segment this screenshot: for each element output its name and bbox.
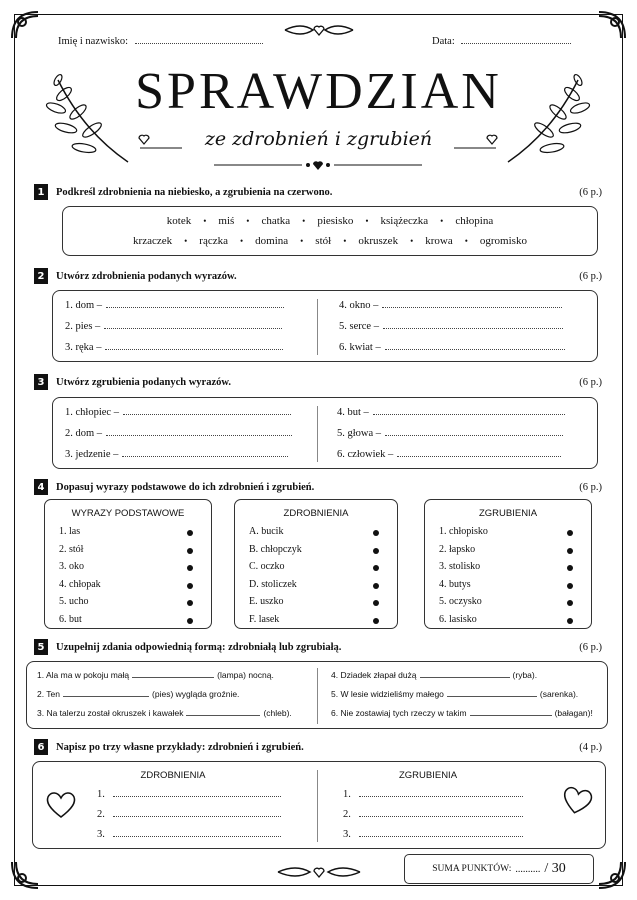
match-item: D. stoliczek <box>249 578 297 590</box>
answer-item[interactable] <box>337 428 563 439</box>
section-6-box <box>32 761 606 849</box>
item-label: 6. człowiek – <box>337 449 394 460</box>
word-item[interactable]: piesisko <box>317 215 354 227</box>
match-dot[interactable] <box>567 548 573 554</box>
section-number: 5 <box>34 639 48 655</box>
section-instruction: Dopasuj wyrazy podstawowe do ich zdrobnień i zgrubień. <box>56 481 315 493</box>
diminutives-box <box>234 499 398 629</box>
column-title: ZDROBNIENIA <box>283 508 349 519</box>
name-line[interactable] <box>135 36 263 44</box>
answer-line[interactable] <box>385 428 563 436</box>
example-item[interactable]: 1. <box>343 789 523 800</box>
name-label: Imię i nazwisko: <box>58 36 128 47</box>
corner-ornament-icon <box>595 8 629 42</box>
section-2-header <box>34 267 602 285</box>
answer-item[interactable] <box>65 428 292 439</box>
blank-line[interactable] <box>470 709 552 716</box>
column-title: WYRAZY PODSTAWOWE <box>71 508 185 519</box>
match-item: 4. butys <box>439 578 471 590</box>
answer-item[interactable] <box>65 321 282 332</box>
example-item[interactable]: 1. <box>97 789 281 800</box>
leaf-branch-icon <box>44 72 130 164</box>
match-dot[interactable] <box>567 618 573 624</box>
heart-icon <box>45 790 77 820</box>
section-points: (6 p.) <box>579 376 602 388</box>
word-row-1 <box>63 215 597 227</box>
answer-line[interactable] <box>105 342 283 350</box>
bullet-separator: • <box>343 236 347 246</box>
match-dot[interactable] <box>187 600 193 606</box>
answer-item[interactable] <box>65 342 283 353</box>
answer-line[interactable] <box>104 321 282 329</box>
section-1-header <box>34 183 602 201</box>
word-item[interactable]: krowa <box>425 235 453 247</box>
blank-line[interactable] <box>447 690 537 697</box>
item-label: 1. dom – <box>65 300 103 311</box>
match-item: C. oczko <box>249 561 285 572</box>
section-number: 2 <box>34 268 48 284</box>
bullet-separator: • <box>300 236 304 246</box>
item-label: 3. jedzenie – <box>65 449 119 460</box>
section-points: (4 p.) <box>579 741 602 753</box>
section-number: 4 <box>34 479 48 495</box>
match-item: 3. oko <box>59 561 84 572</box>
match-dot[interactable] <box>373 618 379 624</box>
answer-line[interactable] <box>123 407 291 415</box>
match-item: B. chłopczyk <box>249 543 302 555</box>
column-divider <box>317 299 318 355</box>
answer-line[interactable] <box>359 789 523 797</box>
augmentatives-box <box>424 499 592 629</box>
answer-line[interactable] <box>106 428 292 436</box>
match-item: 1. chłopisko <box>439 526 488 537</box>
section-instruction: Uzupełnij zdania odpowiednią formą: zdrobniałą lub zgrubiałą. <box>56 641 342 653</box>
answer-line[interactable] <box>383 321 563 329</box>
word-item[interactable]: rączka <box>199 235 228 247</box>
section-2-box <box>52 290 598 362</box>
name-field[interactable] <box>58 36 263 47</box>
section-points: (6 p.) <box>579 270 602 282</box>
item-label: 2. dom – <box>65 428 103 439</box>
bottom-ornament-icon <box>276 864 362 880</box>
match-dot[interactable] <box>187 530 193 536</box>
bullet-separator: • <box>440 216 444 226</box>
bullet-separator: • <box>302 216 306 226</box>
answer-line[interactable] <box>122 449 288 457</box>
answer-item[interactable] <box>65 407 291 418</box>
match-dot[interactable] <box>567 530 573 536</box>
top-ornament-icon <box>283 22 355 38</box>
answer-item[interactable] <box>339 321 563 332</box>
bullet-separator: • <box>239 236 244 246</box>
blank-line[interactable] <box>420 671 510 678</box>
match-item: F. lasek <box>249 613 280 625</box>
section-points: (6 p.) <box>579 186 602 198</box>
answer-item[interactable] <box>65 300 284 311</box>
section-3-box <box>52 397 598 469</box>
answer-line[interactable] <box>113 829 281 837</box>
answer-line[interactable] <box>113 809 281 817</box>
answer-line[interactable] <box>106 300 284 308</box>
match-dot[interactable] <box>373 548 379 554</box>
bullet-separator: • <box>246 216 250 226</box>
sum-total: / 30 <box>544 861 566 876</box>
section-number: 3 <box>34 374 48 390</box>
match-item: 2. łapsko <box>439 543 476 555</box>
section-points: (6 p.) <box>579 481 602 493</box>
word-item[interactable]: chatka <box>261 215 291 227</box>
word-item[interactable]: okruszek <box>358 235 399 247</box>
item-label: 5. serce – <box>339 321 379 332</box>
item-label: 4. but – <box>337 407 369 418</box>
example-item[interactable]: 3. <box>97 829 281 840</box>
section-points: (6 p.) <box>579 641 602 653</box>
match-item: 3. stolisko <box>439 561 481 572</box>
word-item[interactable]: kotek <box>166 215 192 227</box>
match-dot[interactable] <box>187 565 193 571</box>
match-item: 6. lasisko <box>439 613 477 625</box>
date-line[interactable] <box>461 36 571 44</box>
divider-heart-icon <box>214 158 422 172</box>
date-label: Data: <box>432 36 455 47</box>
date-field[interactable] <box>432 36 571 47</box>
answer-line[interactable] <box>382 300 562 308</box>
item-label: 3. ręka – <box>65 342 102 353</box>
corner-ornament-icon <box>8 8 42 42</box>
bullet-separator: • <box>365 216 369 226</box>
answer-line[interactable] <box>373 407 565 415</box>
match-dot[interactable] <box>373 530 379 536</box>
bullet-separator: • <box>410 236 414 246</box>
column-divider <box>317 770 318 842</box>
answer-item[interactable] <box>65 449 288 460</box>
sentence-item[interactable]: 1. Ala ma w pokoju małą (lampa) nocną. <box>37 670 274 680</box>
item-label: 2. pies – <box>65 321 101 332</box>
section-number: 6 <box>34 739 48 755</box>
match-dot[interactable] <box>187 548 193 554</box>
match-dot[interactable] <box>187 583 193 589</box>
answer-line[interactable] <box>359 809 523 817</box>
sentence-item[interactable]: 6. Nie zostawiaj tych rzeczy w takim (bałagan)! <box>331 708 593 718</box>
word-item[interactable]: stół <box>315 235 332 247</box>
word-item[interactable]: krzaczek <box>133 235 173 247</box>
item-label: 5. głowa – <box>337 428 382 439</box>
column-divider <box>317 668 318 724</box>
answer-item[interactable] <box>339 342 565 353</box>
example-item[interactable]: 3. <box>343 829 523 840</box>
match-item: 6. but <box>59 613 82 625</box>
example-item[interactable]: 2. <box>343 809 523 820</box>
match-item: 1. las <box>59 526 81 537</box>
heart-icon <box>558 783 596 819</box>
column-title: ZGRUBIENIA <box>478 508 538 519</box>
leaf-branch-icon <box>506 72 592 164</box>
blank-line[interactable] <box>63 690 149 697</box>
match-item: 2. stół <box>59 543 84 555</box>
match-dot[interactable] <box>567 600 573 606</box>
column-title: ZGRUBIENIA <box>398 770 458 781</box>
section-3-header <box>34 373 602 391</box>
blank-line[interactable] <box>132 671 214 678</box>
corner-ornament-icon <box>595 858 629 892</box>
sentence-item[interactable]: 2. Ten (pies) wygląda groźnie. <box>37 689 240 699</box>
item-label: 4. okno – <box>339 300 379 311</box>
bullet-separator: • <box>203 216 207 226</box>
match-dot[interactable] <box>187 618 193 624</box>
column-title: ZDROBNIENIA <box>140 770 206 781</box>
match-item: E. uszko <box>249 596 284 607</box>
word-row-2 <box>63 235 597 247</box>
item-label: 1. chłopiec – <box>65 407 119 418</box>
answer-line[interactable] <box>359 829 523 837</box>
section-5-box <box>26 661 608 729</box>
match-item: 5. ucho <box>59 596 89 607</box>
word-item[interactable]: książeczka <box>380 215 429 227</box>
example-item[interactable]: 2. <box>97 809 281 820</box>
sum-label: SUMA PUNKTÓW: <box>432 864 512 874</box>
sentence-item[interactable]: 4. Dziadek złapał dużą (ryba). <box>331 670 538 680</box>
answer-line[interactable] <box>113 789 281 797</box>
section-instruction: Utwórz zdrobnienia podanych wyrazów. <box>56 270 237 282</box>
match-dot[interactable] <box>373 583 379 589</box>
word-item[interactable]: domina <box>255 235 289 247</box>
word-item[interactable]: chłopina <box>455 215 494 227</box>
match-dot[interactable] <box>373 565 379 571</box>
word-item[interactable]: miś <box>218 215 235 227</box>
points-sum-box <box>404 854 594 884</box>
section-number: 1 <box>34 184 48 200</box>
blank-line[interactable] <box>186 709 260 716</box>
page-subtitle: ze zdrobnień i zgrubień <box>204 128 433 150</box>
match-item: 4. chłopak <box>59 578 101 590</box>
sentence-item[interactable]: 3. Na talerzu został okruszek i kawałek (chleb). <box>37 708 292 718</box>
section-6-header <box>34 738 602 756</box>
match-dot[interactable] <box>373 600 379 606</box>
match-dot[interactable] <box>567 565 573 571</box>
match-item: 5. oczysko <box>439 596 482 607</box>
answer-line[interactable] <box>385 342 565 350</box>
section-5-header <box>34 638 602 656</box>
section-instruction: Podkreśl zdrobnienia na niebiesko, a zgrubienia na czerwono. <box>56 186 333 198</box>
page-title: SPRAWDZIAN <box>135 63 502 120</box>
section-instruction: Utwórz zgrubienia podanych wyrazów. <box>56 376 231 388</box>
word-item[interactable]: ogromisko <box>479 235 527 247</box>
section-4-header <box>34 478 602 496</box>
section-instruction: Napisz po trzy własne przykłady: zdrobnień i zgrubień. <box>56 741 304 753</box>
answer-item[interactable] <box>337 449 561 460</box>
sentence-item[interactable]: 5. W lesie widzieliśmy małego (sarenka). <box>331 689 579 699</box>
column-divider <box>317 406 318 462</box>
match-item: A. bucik <box>249 526 284 537</box>
answer-item[interactable] <box>337 407 565 418</box>
bullet-separator: • <box>464 236 468 246</box>
base-words-box <box>44 499 212 629</box>
sum-score-field[interactable]: .......... <box>515 863 541 875</box>
match-dot[interactable] <box>567 583 573 589</box>
corner-ornament-icon <box>8 858 42 892</box>
bullet-separator: • <box>184 236 188 246</box>
answer-line[interactable] <box>397 449 561 457</box>
answer-item[interactable] <box>339 300 562 311</box>
item-label: 6. kwiat – <box>339 342 381 353</box>
section-1-word-box <box>62 206 598 256</box>
heart-line-icon <box>454 132 500 150</box>
